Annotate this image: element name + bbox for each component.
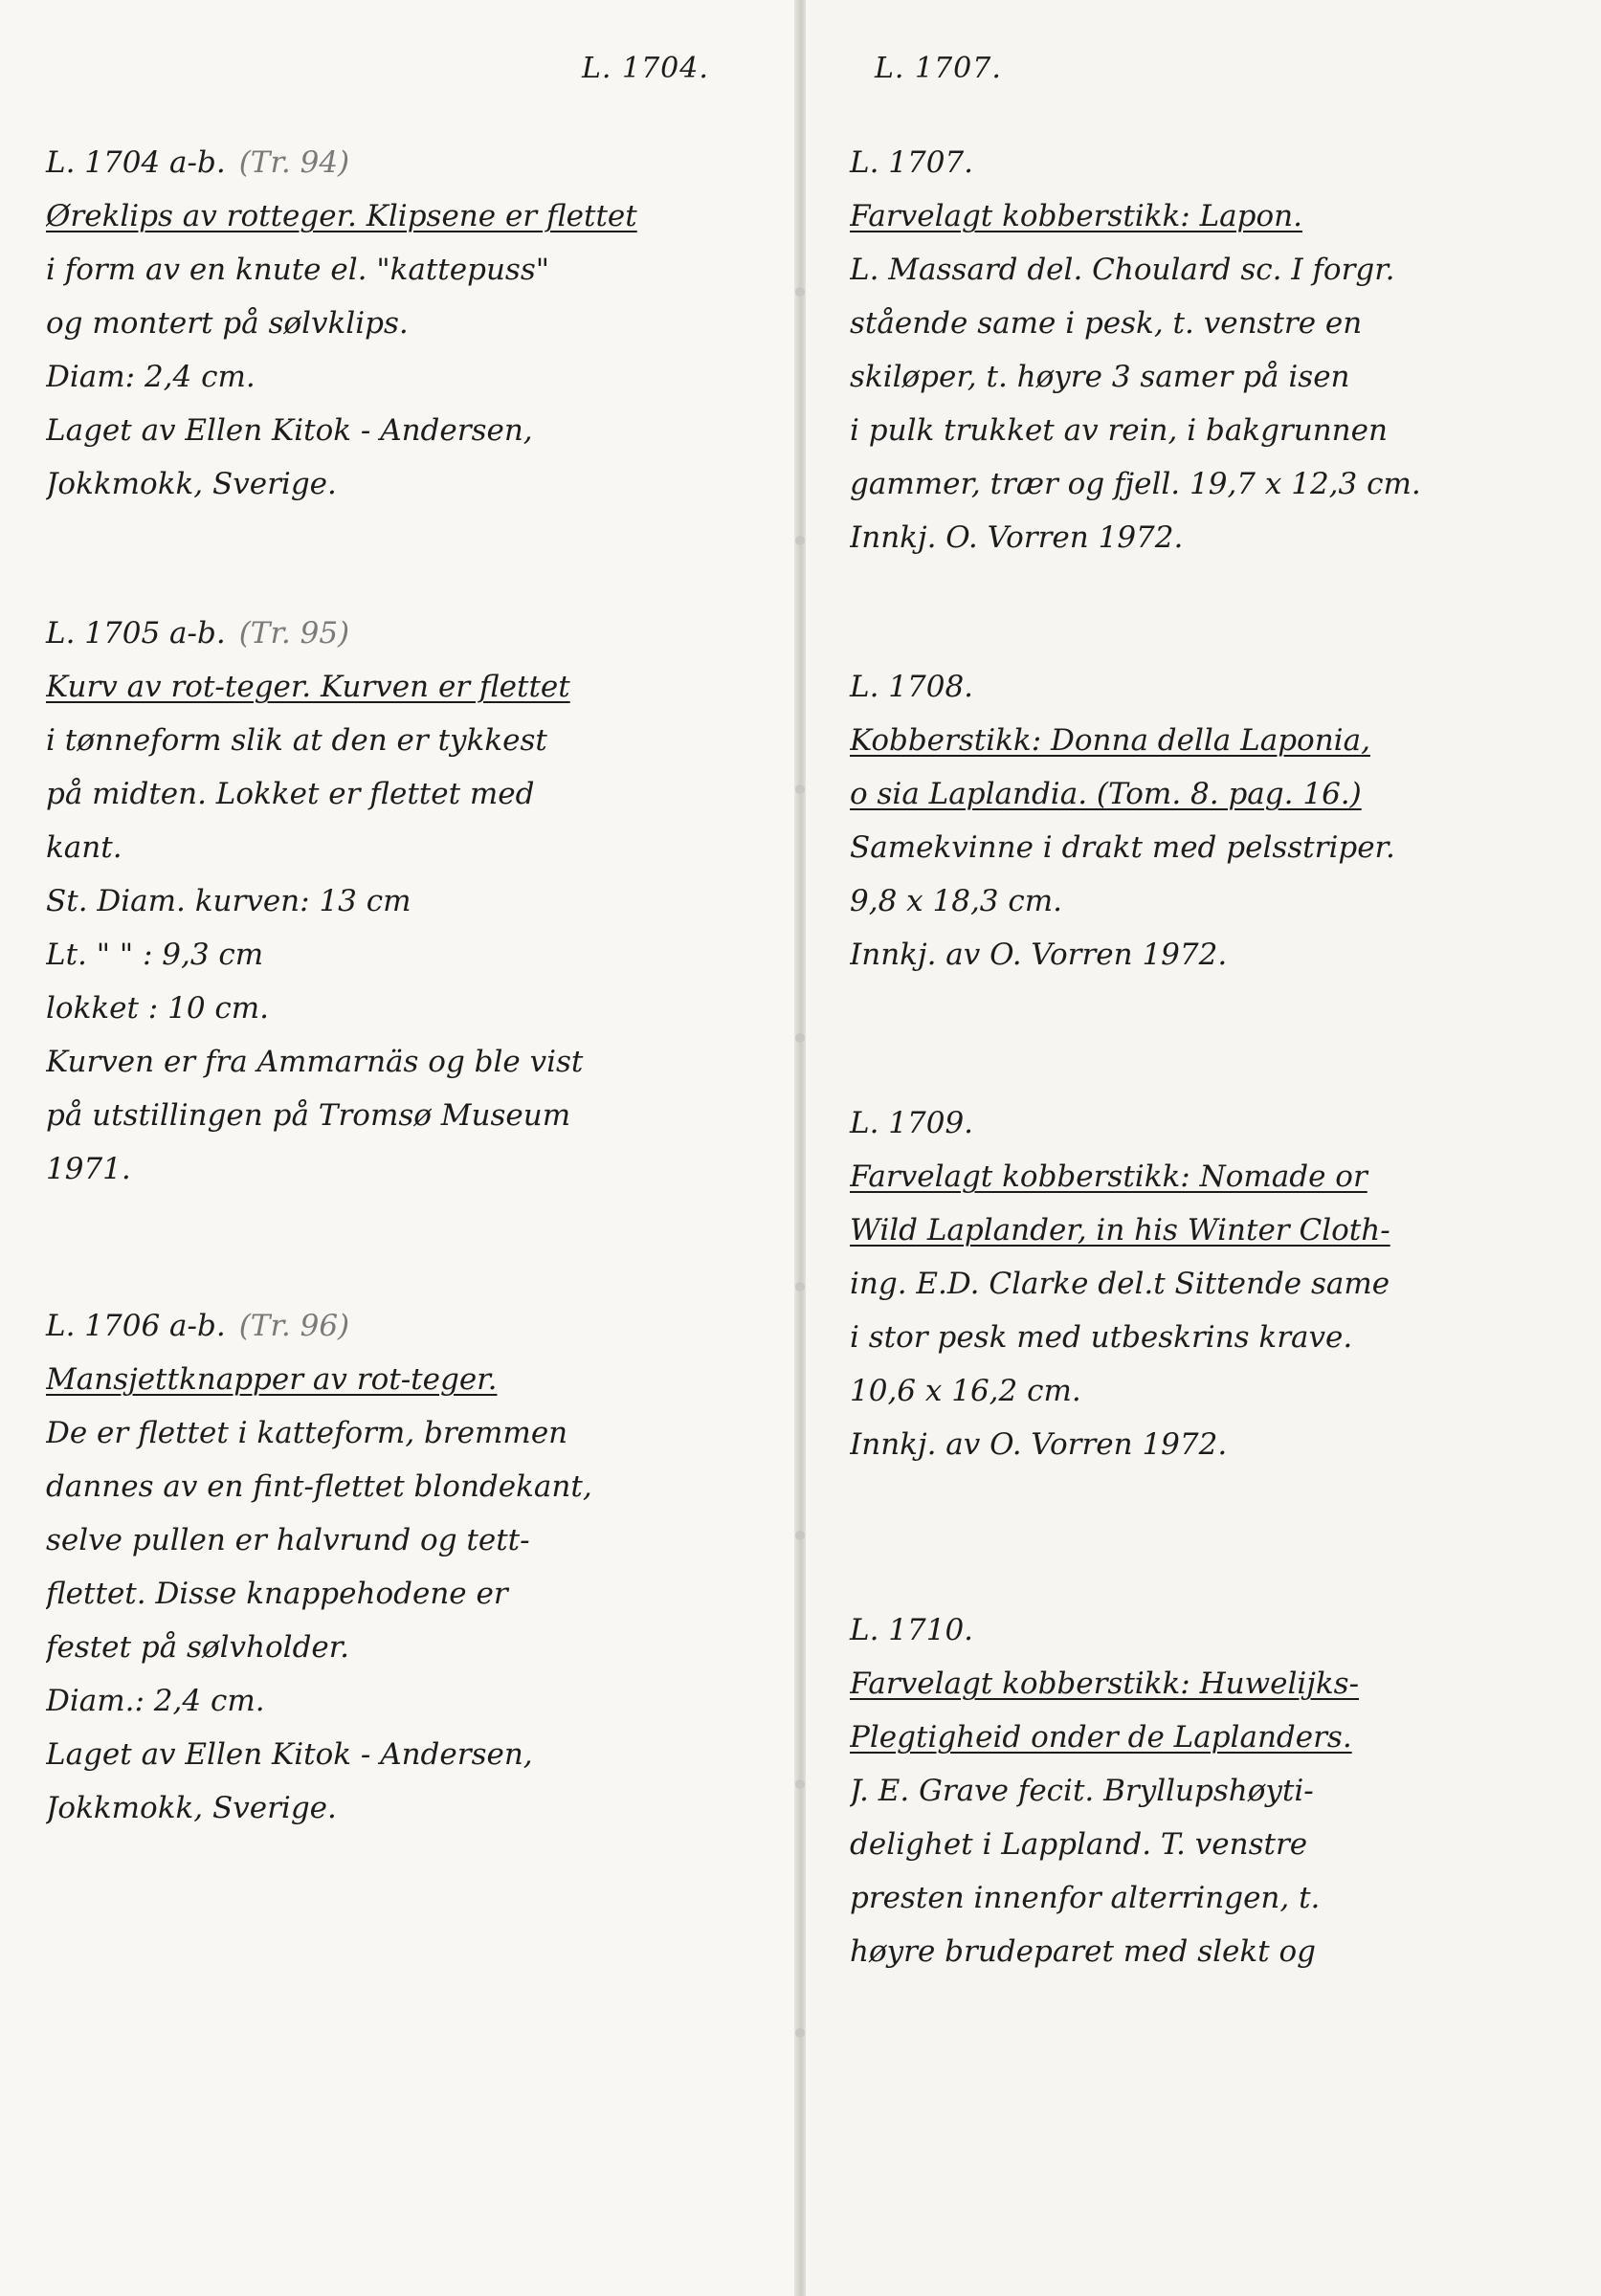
- binding-hole: [795, 784, 805, 794]
- entry-line: Kurven er fra Ammarnäs og ble vist: [46, 1045, 584, 1079]
- entry-line: Innkj. O. Vorren 1972.: [850, 520, 1184, 555]
- entry-line: lokket : 10 cm.: [46, 991, 270, 1026]
- tr-reference: (Tr. 95): [238, 616, 350, 651]
- entry-line: De er flettet i katteform, bremmen: [46, 1416, 568, 1450]
- tr-reference: (Tr. 96): [238, 1309, 350, 1343]
- catalog-entry: [46, 607, 781, 1196]
- catalog-entry: [850, 1603, 1588, 1978]
- entry-line: selve pullen er halvrund og tett-: [46, 1523, 530, 1557]
- entry-line: Lt. " " : 9,3 cm: [46, 938, 264, 972]
- entry-line: Innkj. av O. Vorren 1972.: [850, 1427, 1228, 1462]
- entry-line: skiløper, t. høyre 3 samer på isen: [850, 360, 1350, 394]
- entry-id-line: [46, 1299, 781, 1353]
- left-page: [0, 0, 800, 2296]
- entry-title-line: Kobberstikk: Donna della Laponia,: [850, 723, 1370, 758]
- entry-line: Laget av Ellen Kitok - Andersen,: [46, 1737, 533, 1772]
- tr-reference: (Tr. 94): [238, 145, 350, 180]
- entry-title-line: Øreklips av rotteger. Klipsene er flettet: [46, 199, 637, 233]
- entry-line: i tønneform slik at den er tykkest: [46, 723, 547, 758]
- entry-line: i form av en knute el. "kattepuss": [46, 253, 550, 287]
- entry-line: J. E. Grave fecit. Bryllupshøyti-: [850, 1774, 1314, 1808]
- entry-line: Laget av Ellen Kitok - Andersen,: [46, 413, 533, 448]
- catalog-entry: [850, 1096, 1588, 1471]
- page-header: L. 1704.: [582, 52, 709, 85]
- binding-hole: [795, 536, 805, 545]
- entry-id: L. 1709.: [850, 1106, 974, 1140]
- entry-line: St. Diam. kurven: 13 cm: [46, 884, 411, 918]
- binding-hole: [795, 1033, 805, 1043]
- entry-line: på midten. Lokket er flettet med: [46, 777, 535, 811]
- entry-line: 9,8 x 18,3 cm.: [850, 884, 1062, 918]
- entry-line: i pulk trukket av rein, i bakgrunnen: [850, 413, 1388, 448]
- catalog-entry: [46, 136, 781, 511]
- entry-line: festet på sølvholder.: [46, 1630, 350, 1665]
- entry-id: L. 1704 a-b.: [46, 145, 226, 180]
- catalog-entry: [46, 1299, 781, 1835]
- right-page: [806, 0, 1601, 2296]
- entry-line: gammer, trær og fjell. 19,7 x 12,3 cm.: [850, 467, 1421, 501]
- entry-id: L. 1706 a-b.: [46, 1309, 226, 1343]
- entry-id: L. 1705 a-b.: [46, 616, 226, 651]
- entry-line: Jokkmokk, Sverige.: [46, 1791, 337, 1825]
- entry-title-line: Farvelagt kobberstikk: Huwelijks-: [850, 1667, 1360, 1701]
- catalog-entry: [850, 136, 1588, 564]
- entry-line: presten innenfor alterringen, t.: [850, 1881, 1321, 1915]
- entry-line: delighet i Lappland. T. venstre: [850, 1827, 1308, 1862]
- binding-hole: [795, 287, 805, 297]
- entry-id: L. 1707.: [850, 145, 974, 180]
- binding-hole: [795, 1531, 805, 1540]
- entry-line: L. Massard del. Choulard sc. I forgr.: [850, 253, 1395, 287]
- binding-hole: [795, 1282, 805, 1292]
- entry-line: 10,6 x 16,2 cm.: [850, 1374, 1081, 1408]
- entry-title-line: Kurv av rot-teger. Kurven er flettet: [46, 670, 570, 704]
- entry-line: Innkj. av O. Vorren 1972.: [850, 938, 1228, 972]
- entry-line: i stor pesk med utbeskrins krave.: [850, 1320, 1353, 1355]
- entry-title-line: Farvelagt kobberstikk: Nomade or: [850, 1159, 1368, 1194]
- entry-title-line: Plegtigheid onder de Laplanders.: [850, 1720, 1352, 1755]
- entry-id: L. 1708.: [850, 670, 974, 704]
- binding-hole: [795, 2028, 805, 2038]
- entry-id-line: [46, 607, 781, 660]
- entry-line: og montert på sølvklips.: [46, 306, 409, 341]
- entry-line: 1971.: [46, 1152, 131, 1186]
- entry-line: kant.: [46, 830, 122, 865]
- entry-line: Diam.: 2,4 cm.: [46, 1684, 265, 1718]
- entry-line: dannes av en fint-flettet blondekant,: [46, 1469, 592, 1504]
- entry-title-line: Mansjettknapper av rot-teger.: [46, 1362, 498, 1397]
- entry-id-line: [46, 136, 781, 189]
- entry-line: Diam: 2,4 cm.: [46, 360, 256, 394]
- entry-line: høyre brudeparet med slekt og: [850, 1934, 1316, 1969]
- entry-line: flettet. Disse knappehodene er: [46, 1577, 508, 1611]
- page-header: L. 1707.: [875, 52, 1002, 85]
- binding-hole: [795, 1779, 805, 1789]
- entry-line: stående same i pesk, t. venstre en: [850, 306, 1363, 341]
- entry-line: på utstillingen på Tromsø Museum: [46, 1098, 571, 1133]
- entry-line: Jokkmokk, Sverige.: [46, 467, 337, 501]
- entry-line: ing. E.D. Clarke del.t Sittende same: [850, 1267, 1390, 1301]
- entry-title-line: Wild Laplander, in his Winter Cloth-: [850, 1213, 1390, 1247]
- catalog-entry: [850, 660, 1588, 982]
- entry-title-line: o sia Laplandia. (Tom. 8. pag. 16.): [850, 777, 1362, 811]
- entry-title-line: Farvelagt kobberstikk: Lapon.: [850, 199, 1302, 233]
- entry-id: L. 1710.: [850, 1613, 974, 1647]
- entry-line: Samekvinne i drakt med pelsstriper.: [850, 830, 1395, 865]
